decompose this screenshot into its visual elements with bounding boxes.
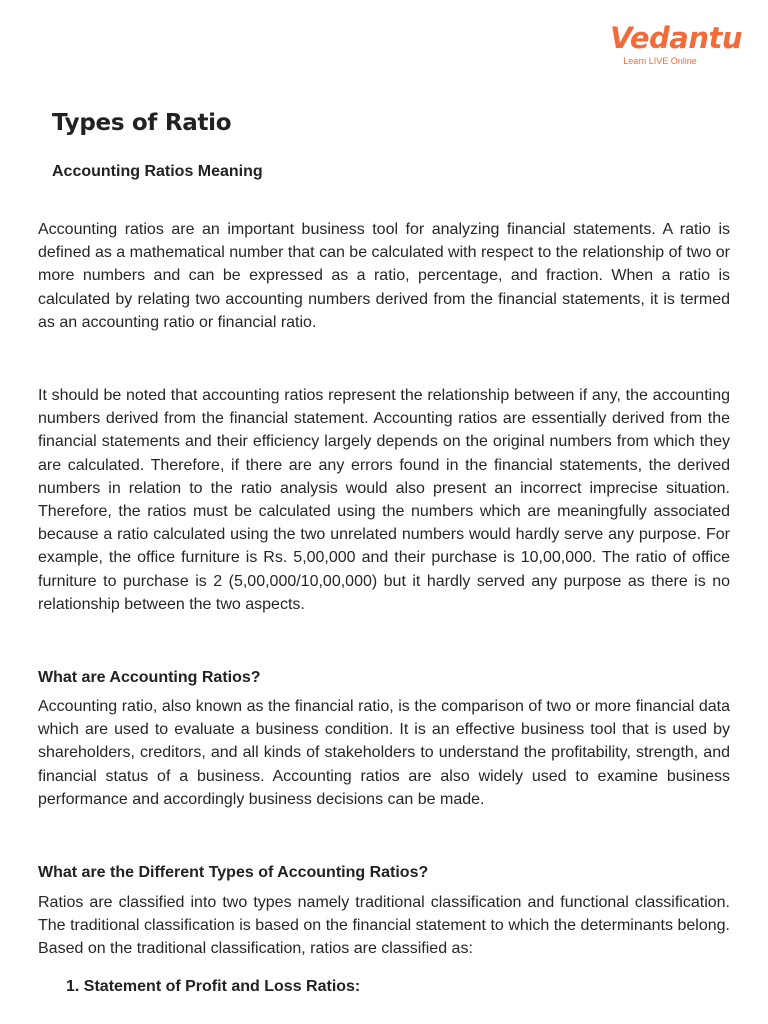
heading-what-are-accounting-ratios: What are Accounting Ratios? <box>38 669 261 686</box>
list-item-profit-loss-ratios: 1. Statement of Profit and Loss Ratios: <box>66 978 361 995</box>
note-paragraph: It should be noted that accounting ratios represent the relationship between if any, the accounting numbers derived from the financial statement. Accounting ratios are essentially derived from the financial statements and their efficiency largely depends on the original numbers from which they are calculated. Therefore, if there are any errors found in the financial statements, the derived numbers in relation to the ratio analysis would also present an incorrect imprecise situation. Therefore, the ratios must be calculated using the numbers which are meaningfully associated because a ratio calculated using the two unrelated numbers would hardly serve any purpose. For example, the office furniture is Rs. 5,00,000 and their purchase is 10,00,000. The ratio of office furniture to purchase is 2 (5,00,000/10,00,000) but it hardly served any purpose as there is no relationship between the two aspects. <box>38 387 730 613</box>
heading-types-of-accounting-ratios: What are the Different Types of Accounting Ratios? <box>38 864 429 881</box>
accounting-ratios-paragraph: Accounting ratio, also known as the financial ratio, is the comparison of two or more financial data which are used to evaluate a business condition. It is an effective business tool that is used by shareholders, creditors, and all kinds of stakeholders to understand the profitability, strength, and financial status of a business. Accounting ratios are also widely used to examine business performance and accordingly business decisions can be made. <box>38 698 730 808</box>
intro-paragraph: Accounting ratios are an important business tool for analyzing financial statements. A ratio is defined as a mathematical number that can be calculated with respect to the relationship of two or more numbers and can be expressed as a ratio, percentage, and fraction. When a ratio is calculated by relating two accounting numbers derived from the financial statements, it is termed as an accounting ratio or financial ratio. <box>38 221 730 331</box>
page-title: Types of Ratio <box>52 110 232 136</box>
types-paragraph: Ratios are classified into two types namely traditional classification and functional classification. The traditional classification is based on the financial statement to which the determinants belong. Based on the traditional classification, ratios are classified as: <box>38 894 730 958</box>
logo-wordmark: Vedantu <box>610 21 742 55</box>
section-subtitle: Accounting Ratios Meaning <box>52 163 263 180</box>
vedantu-logo <box>610 21 742 66</box>
logo-tagline: Learn LIVE Online <box>623 56 697 66</box>
